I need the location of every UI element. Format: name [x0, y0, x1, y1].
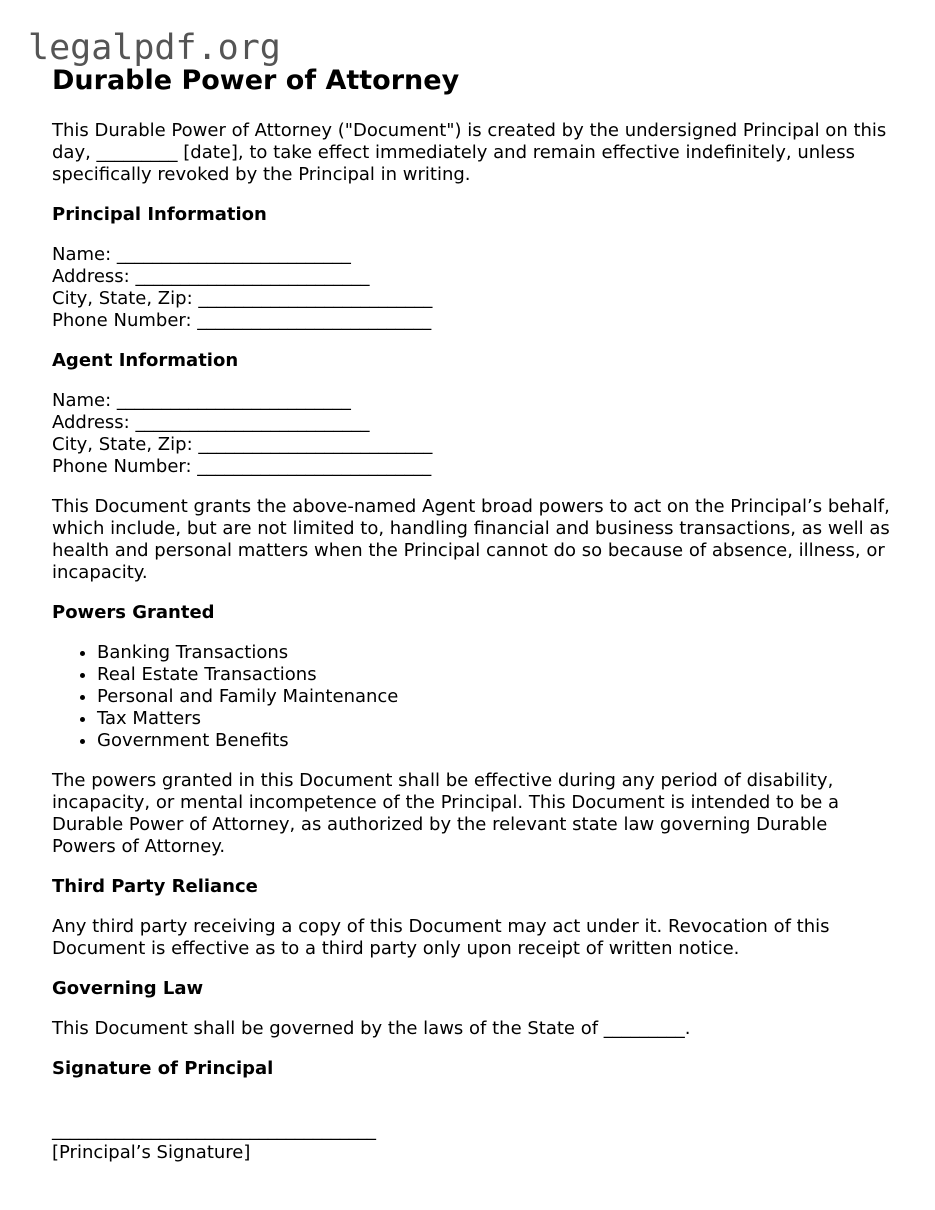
principal-heading: Principal Information — [52, 204, 267, 225]
list-item: • Banking Transactions — [97, 642, 892, 664]
grant-paragraph: This Document grants the above-named Agent broad powers to act on the Principal’s behalf, which include, but are not limited to, handling financial and business transactions, as well as health and personal matters when the Principal cannot do so because of absence, illness, or incapacity. — [52, 496, 890, 583]
principal-city-field: City, State, Zip: __________________________ — [52, 288, 433, 309]
list-item: • Tax Matters — [97, 708, 892, 730]
governing-law-heading: Governing Law — [52, 978, 204, 999]
list-item: • Personal and Family Maintenance — [97, 686, 892, 708]
document-title: Durable Power of Attorney — [52, 65, 460, 96]
principal-address-field: Address: __________________________ — [52, 266, 370, 287]
signature-line: ____________________________________ — [52, 1120, 376, 1141]
signature-label: [Principal’s Signature] — [52, 1142, 251, 1163]
list-item: • Government Benefits — [97, 730, 892, 752]
signature-heading: Signature of Principal — [52, 1058, 274, 1079]
powers-heading: Powers Granted — [52, 602, 215, 623]
agent-name-field: Name: __________________________ — [52, 390, 351, 411]
agent-city-field: City, State, Zip: __________________________ — [52, 434, 433, 455]
powers-list — [52, 642, 892, 752]
third-party-heading: Third Party Reliance — [52, 876, 258, 897]
effective-paragraph: The powers granted in this Document shall be effective during any period of disability, incapacity, or mental incompetence of the Principal. This Document is intended to be a Durable Power of Attorney, as authorized by the relevant state law governing Durable Powers of Attorney. — [52, 770, 840, 857]
document-page — [52, 63, 892, 1164]
principal-name-field: Name: __________________________ — [52, 244, 351, 265]
agent-heading: Agent Information — [52, 350, 239, 371]
list-item: • Real Estate Transactions — [97, 664, 892, 686]
agent-address-field: Address: __________________________ — [52, 412, 370, 433]
agent-phone-field: Phone Number: __________________________ — [52, 456, 432, 477]
agent-fields — [52, 390, 892, 478]
principal-phone-field: Phone Number: __________________________ — [52, 310, 432, 331]
governing-law-paragraph: This Document shall be governed by the laws of the State of _________. — [52, 1018, 691, 1039]
principal-fields — [52, 244, 892, 332]
intro-paragraph: This Durable Power of Attorney ("Document") is created by the undersigned Principal on this day, _________ [date], to take effect immediately and remain effective indefinitely, unless specifically revoked by the Principal in writing. — [52, 120, 887, 185]
site-watermark: legalpdf.org — [28, 28, 281, 68]
third-party-paragraph: Any third party receiving a copy of this Document may act under it. Revocation of this Document is effective as to a third party only upon receipt of written notice. — [52, 916, 830, 959]
